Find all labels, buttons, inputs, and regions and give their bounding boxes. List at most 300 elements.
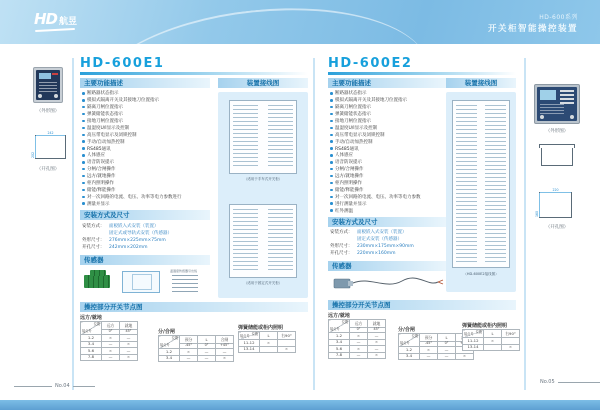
table-cell: × <box>350 346 368 353</box>
cutout-width-dim: 220 <box>540 188 571 193</box>
header-band <box>0 0 600 44</box>
wiring-panel-e1 <box>218 92 308 298</box>
product-subtitle: 开关柜智能操控装置 <box>487 24 578 34</box>
section-nodes-e1: 操控部分开关节点图 <box>80 302 308 312</box>
table-cell: — <box>216 349 234 356</box>
feature-item <box>82 200 214 207</box>
install-value: 242mm×202mm <box>109 245 148 250</box>
feature-text: 弹簧储能状态指示 <box>87 112 123 118</box>
feature-text: 人体感应 <box>87 153 105 159</box>
feature-text: 接地刀闸位置指示 <box>335 119 371 124</box>
feature-item <box>330 159 448 166</box>
feature-item <box>330 124 448 131</box>
table-header-cell: 右90° <box>278 332 296 340</box>
table-header-cell: 接点号 <box>400 340 410 345</box>
bullet-icon <box>82 175 85 178</box>
feature-text: 高压带电显示及闭锁控制 <box>335 132 385 138</box>
bullet-icon <box>330 92 333 95</box>
spring-light-table <box>238 331 296 353</box>
install-label: 外形尺寸： <box>82 238 105 243</box>
feature-item <box>330 193 448 200</box>
install-value: 固定式或导轨式安装（传感器） <box>109 231 172 236</box>
feature-item <box>82 131 214 138</box>
install-label: 开孔尺寸： <box>330 251 353 256</box>
table-header-cell: L <box>198 336 216 344</box>
feature-text: 隔离刀闸位置指示 <box>87 105 123 111</box>
install-info-e1 <box>82 223 172 251</box>
page-title-e1: HD-600E1 <box>80 56 165 71</box>
table-header-cell: 接点号 <box>160 342 170 347</box>
install-label: 开孔尺寸： <box>82 245 105 250</box>
feature-text: 柜内照明操作 <box>87 181 114 187</box>
section-functions-e1: 主要功能描述 <box>80 78 210 88</box>
page-title-e2: HD-600E2 <box>328 56 413 71</box>
table-header-cell: 就地 <box>120 322 138 330</box>
install-row <box>330 243 414 250</box>
table-cell <box>484 344 502 351</box>
device-face <box>537 87 577 121</box>
table-header-cell <box>329 320 350 333</box>
table-header-cell: 45° <box>368 328 386 333</box>
feature-text: 分闸/合闸操作 <box>87 167 116 173</box>
table-header-cell: 预分 <box>180 336 198 344</box>
table-cell: × <box>120 354 138 361</box>
table-cell: — <box>102 354 120 361</box>
table-header-cell: 5-6 <box>329 346 350 353</box>
table-header-cell: 7-8 <box>329 352 350 359</box>
table-header-cell: 0° <box>102 330 120 335</box>
bullet-icon <box>82 140 85 143</box>
table-header-cell: L <box>484 330 502 338</box>
table-header-cell: 3-4 <box>159 355 180 362</box>
table-cell: — <box>420 353 438 360</box>
header-product-line <box>488 12 578 34</box>
wiring-diagram-box <box>229 204 297 278</box>
bullet-icon <box>82 106 85 109</box>
section-install-e1: 安装方式及尺寸 <box>80 210 210 220</box>
feature-text: 分闸/合闸操作 <box>335 167 364 173</box>
table-title-open-close: 分/合闸 <box>398 327 415 333</box>
bullet-icon <box>82 182 85 185</box>
contact-node-table <box>462 329 520 351</box>
feature-item <box>82 104 214 111</box>
bullet-icon <box>82 202 85 205</box>
outline-drawing-e2 <box>541 146 573 166</box>
table-cell: × <box>484 338 502 345</box>
outline-label-e2: （外形图） <box>545 129 569 134</box>
install-row <box>330 229 414 236</box>
feature-text: 远方/就地操作 <box>335 174 364 180</box>
feature-text: 人体感应 <box>335 153 353 159</box>
footer-band <box>0 400 600 410</box>
section-sensor-e1: 传感器 <box>80 255 210 265</box>
table-title-spring-light: 弹簧储能或柜内照明 <box>462 323 508 329</box>
wiring-caption: （HD-600E2接线图） <box>463 272 499 276</box>
center-page-divider <box>313 58 315 390</box>
cutout-height-dim: 160 <box>535 193 540 217</box>
cutout-drawing-e1 <box>31 131 66 159</box>
table-cell: × <box>420 347 438 354</box>
feature-item <box>82 97 214 104</box>
bullet-icon <box>82 134 85 137</box>
table-header-cell: 1-2 <box>329 333 350 340</box>
feature-text: 对一次回路的电流、电压、功率等电力参数进行 <box>87 194 182 200</box>
table-cell <box>260 346 278 353</box>
contact-node-table <box>238 331 296 353</box>
cable-sensor-drawing <box>330 272 446 296</box>
wiring-diagram-box <box>229 100 297 174</box>
feature-text: 温湿度U/I显示及控制 <box>87 125 130 131</box>
table-header-cell: 位置 <box>251 332 258 336</box>
series-label: HD-600系列 <box>539 14 578 21</box>
table-header-cell: -45° <box>420 342 438 347</box>
table-cell: × <box>102 335 120 342</box>
wiring-diagram-box <box>452 100 510 268</box>
cutout-height-dim: 202 <box>31 136 36 158</box>
table-cell: × <box>368 339 386 346</box>
remote-local-table <box>328 319 386 359</box>
bullet-icon <box>330 189 333 192</box>
install-row <box>330 236 414 243</box>
table-header-cell: 位置 <box>171 336 178 340</box>
sensor-terminal-photo <box>90 270 106 276</box>
feature-item <box>82 138 214 145</box>
sensor-outline-drawing <box>122 271 160 293</box>
device-knob <box>540 115 544 119</box>
bullet-icon <box>82 161 85 164</box>
device-knob <box>570 115 574 119</box>
device-mimic-diagram <box>39 82 57 92</box>
bullet-icon <box>330 134 333 137</box>
device-label-strip <box>52 73 58 75</box>
install-value: 固定式安装（传感器） <box>357 237 402 242</box>
section-wiring-e1: 装置接线图 <box>218 78 308 88</box>
right-page-rule <box>524 58 526 390</box>
feature-item <box>330 186 448 193</box>
feature-text: 隔离刀闸位置指示 <box>335 105 371 111</box>
device-keys <box>560 90 574 104</box>
table-header-cell: 位置 <box>411 334 418 338</box>
table-cell: × <box>120 341 138 348</box>
feature-item <box>82 90 214 97</box>
feature-text: 储能/释能操作 <box>335 187 364 193</box>
install-label: 安装方式： <box>82 224 105 229</box>
bullet-icon <box>82 92 85 95</box>
table-header-cell: L <box>438 334 456 342</box>
table-cell: × <box>102 348 120 355</box>
title-underline <box>328 72 516 75</box>
feature-text: 手动/自动加热控制 <box>335 139 373 145</box>
bullet-icon <box>82 154 85 157</box>
table-header-cell: 0° <box>438 342 456 347</box>
table-cell: — <box>198 355 216 362</box>
table-cell: — <box>350 352 368 359</box>
table-cell: × <box>368 352 386 359</box>
feature-item <box>330 104 448 111</box>
table-header-cell: L <box>260 332 278 340</box>
install-label: 安装方式： <box>330 230 353 235</box>
bullet-icon <box>330 106 333 109</box>
section-install-e2: 安装方式及尺寸 <box>328 217 446 227</box>
bullet-icon <box>330 147 333 150</box>
cutout-label-e1: （开孔图） <box>36 167 60 172</box>
table-header-cell: 11-12 <box>239 340 260 347</box>
wiring-caption: （适用于手车式开关柜） <box>243 177 283 181</box>
table-title-remote-local: 远方/就地 <box>328 313 350 319</box>
table-header-cell <box>81 322 102 335</box>
feature-text: RS485通讯 <box>87 146 111 152</box>
feature-item <box>330 173 448 180</box>
table-header-cell: 就地 <box>368 320 386 328</box>
feature-item <box>330 152 448 159</box>
install-row <box>82 237 172 244</box>
table-cell: — <box>120 348 138 355</box>
table-cell: — <box>438 353 456 360</box>
table-header-cell: 预分 <box>420 334 438 342</box>
bullet-icon <box>330 182 333 185</box>
table-header-cell <box>239 332 260 340</box>
feature-text: 弹簧储能状态指示 <box>335 112 371 118</box>
section-functions-e2: 主要功能描述 <box>328 78 446 88</box>
table-title-open-close: 分/合闸 <box>158 329 175 335</box>
feature-item <box>330 131 448 138</box>
sensor-pin-list <box>172 275 198 292</box>
table-cell: — <box>102 341 120 348</box>
table-header-cell: 13-14 <box>463 344 484 351</box>
install-value: 面板嵌入式安装（装置） <box>357 230 407 235</box>
table-header-cell: 远方 <box>350 320 368 328</box>
feature-text: RS485通讯 <box>335 146 359 152</box>
feature-text: 模拟式隔离开关及其接地刀位置指示 <box>87 98 159 104</box>
table-header-cell: 接点号 <box>82 328 92 333</box>
logo-hd-text: HD <box>34 10 58 28</box>
table-header-cell <box>159 336 180 349</box>
feature-text: 断路器状态指示 <box>87 91 119 97</box>
table-header-cell: 1-2 <box>81 335 102 342</box>
sensor-collar <box>348 281 353 286</box>
feature-item <box>330 138 448 145</box>
logo-cn-text: 航昱 <box>59 17 78 27</box>
feature-text: 模拟式隔离开关及其接地刀位置指示 <box>335 98 407 104</box>
footer-rule <box>558 382 600 383</box>
feature-item <box>82 193 214 200</box>
install-value: 230mm×175mm×90mm <box>357 244 414 249</box>
table-header-cell: 位置 <box>475 330 482 334</box>
open-close-table <box>158 335 234 362</box>
feature-item <box>330 145 448 152</box>
table-title-spring-light: 弹簧储能或柜内照明 <box>238 325 284 331</box>
contact-node-table <box>158 335 234 362</box>
bullet-icon <box>330 209 333 212</box>
install-label: 外形尺寸： <box>330 244 353 249</box>
cutout-width-dim: 242 <box>36 131 65 136</box>
bullet-icon <box>330 140 333 143</box>
table-header-cell: 接点号 <box>240 333 250 338</box>
section-sensor-e2: 传感器 <box>328 261 446 271</box>
table-header-cell: 5-6 <box>81 348 102 355</box>
sensor-body <box>334 279 350 288</box>
feature-list-e1 <box>82 90 214 207</box>
bullet-icon <box>330 196 333 199</box>
feature-item <box>82 124 214 131</box>
bullet-icon <box>82 120 85 123</box>
table-header-cell <box>463 330 484 338</box>
device-photo-e1 <box>33 67 63 103</box>
sensor-wire-ends <box>438 280 443 284</box>
contact-node-table <box>80 321 138 361</box>
bullet-icon <box>82 113 85 116</box>
feature-text: 接地刀闸位置指示 <box>87 119 123 124</box>
feature-list-e2 <box>330 90 448 214</box>
feature-text: 对一次回路的电流、电压、功率等电力参数 <box>335 194 421 200</box>
table-header-cell: 45° <box>120 330 138 335</box>
bullet-icon <box>330 202 333 205</box>
table-header-cell: 位置 <box>93 322 100 326</box>
feature-text: 手动/自动加热控制 <box>87 139 125 145</box>
install-info-e2 <box>330 229 414 257</box>
bullet-icon <box>82 147 85 150</box>
bullet-icon <box>330 99 333 102</box>
feature-item <box>82 118 214 125</box>
bullet-icon <box>330 120 333 123</box>
page-footer-left <box>14 383 95 389</box>
bullet-icon <box>82 196 85 199</box>
bullet-icon <box>330 113 333 116</box>
install-row <box>82 223 172 230</box>
table-header-cell: 3-4 <box>399 353 420 360</box>
table-header-cell: 合闸 <box>216 336 234 344</box>
bullet-icon <box>82 168 85 171</box>
table-cell: × <box>216 355 234 362</box>
install-row <box>82 244 172 251</box>
feature-item <box>82 173 214 180</box>
table-cell: × <box>502 344 520 351</box>
feature-item <box>330 180 448 187</box>
table-cell: — <box>368 346 386 353</box>
table-cell: × <box>456 353 474 360</box>
feature-item <box>82 159 214 166</box>
sensor-cable <box>353 278 438 284</box>
table-title-remote-local: 远方/就地 <box>80 315 102 321</box>
table-header-cell: 远方 <box>102 322 120 330</box>
install-value: 276mm×225mm×75mm <box>109 238 166 243</box>
feature-item <box>330 166 448 173</box>
page-number-right: No.05 <box>540 379 555 385</box>
table-header-cell: 13-14 <box>239 346 260 353</box>
page-footer-right <box>540 379 600 385</box>
table-cell: × <box>180 349 198 356</box>
table-header-cell: 11-12 <box>463 338 484 345</box>
remote-local-table <box>80 321 138 361</box>
feature-text: 语音防误提示 <box>335 160 362 166</box>
feature-text: 语音防误提示 <box>87 160 114 166</box>
sensor-illustration-e2 <box>330 272 446 296</box>
feature-item <box>82 152 214 159</box>
feature-item <box>82 145 214 152</box>
bullet-icon <box>330 161 333 164</box>
sensor-illustrations-e1 <box>82 267 210 299</box>
table-header-cell: 7-8 <box>81 354 102 361</box>
feature-item <box>330 207 448 214</box>
table-header-cell: 位置 <box>341 320 348 324</box>
install-value: 220mm×160mm <box>357 251 396 256</box>
bullet-icon <box>82 189 85 192</box>
contact-node-table <box>328 319 386 359</box>
bullet-icon <box>330 127 333 130</box>
table-header-cell: 右90° <box>502 330 520 338</box>
footer-rule <box>14 386 52 387</box>
table-header-cell: +45° <box>216 344 234 349</box>
table-cell: × <box>278 346 296 353</box>
table-cell: — <box>350 339 368 346</box>
footer-rule <box>73 386 95 387</box>
table-cell: × <box>260 340 278 347</box>
device-lcd <box>39 73 51 79</box>
table-cell: — <box>368 333 386 340</box>
install-row <box>330 250 414 257</box>
feature-text: 高压带电显示及闭锁控制 <box>87 132 137 138</box>
table-header-cell: 1-2 <box>159 349 180 356</box>
feature-text: 测量并显示 <box>87 201 110 207</box>
device-knob <box>54 94 58 98</box>
outline-label-e1: （外形图） <box>36 109 60 114</box>
feature-text: 进行测量并显示 <box>335 201 367 207</box>
feature-item <box>82 186 214 193</box>
feature-item <box>330 97 448 104</box>
device-knob <box>38 94 42 98</box>
left-page-rule <box>72 58 74 390</box>
device-photo-e2 <box>534 84 580 124</box>
section-nodes-e2: 操控部分开关节点图 <box>328 300 516 310</box>
feature-text: 断路器状态指示 <box>335 91 367 97</box>
wiring-caption: （适用于固定式开关柜） <box>243 281 283 285</box>
table-cell: — <box>120 335 138 342</box>
feature-text: 远方/就地操作 <box>87 174 116 180</box>
brand-logo <box>34 9 77 28</box>
title-underline <box>80 72 308 75</box>
install-value: 面板嵌入式安装（装置） <box>109 224 159 229</box>
table-cell: × <box>350 333 368 340</box>
feature-item <box>330 90 448 97</box>
spring-light-table <box>462 329 520 351</box>
device-mimic-diagram <box>540 104 564 116</box>
feature-item <box>82 180 214 187</box>
bullet-icon <box>330 175 333 178</box>
sensor-pin-caption: 温湿度传感器引出线 <box>170 269 198 273</box>
bullet-icon <box>330 154 333 157</box>
table-header-cell: 3-4 <box>81 341 102 348</box>
table-header-cell: -45° <box>180 344 198 349</box>
sensor-terminal-photo <box>84 275 110 288</box>
table-header-cell: 3-4 <box>329 339 350 346</box>
table-header-cell: 0° <box>198 344 216 349</box>
feature-item <box>82 111 214 118</box>
cutout-label-e2: （开孔图） <box>545 225 569 230</box>
bullet-icon <box>330 168 333 171</box>
bullet-icon <box>82 127 85 130</box>
feature-item <box>330 118 448 125</box>
table-cell: — <box>198 349 216 356</box>
table-header-cell: 接点号 <box>330 326 340 331</box>
cutout-drawing-e2 <box>535 188 572 218</box>
table-header-cell <box>399 334 420 347</box>
feature-text: 储能/释能操作 <box>87 187 116 193</box>
section-wiring-e2: 装置接线图 <box>446 78 516 88</box>
device-lcd <box>540 90 556 100</box>
feature-item <box>330 200 448 207</box>
feature-text: 温湿度U/I显示及控制 <box>335 125 378 131</box>
feature-text: 红外测温 <box>335 208 353 214</box>
